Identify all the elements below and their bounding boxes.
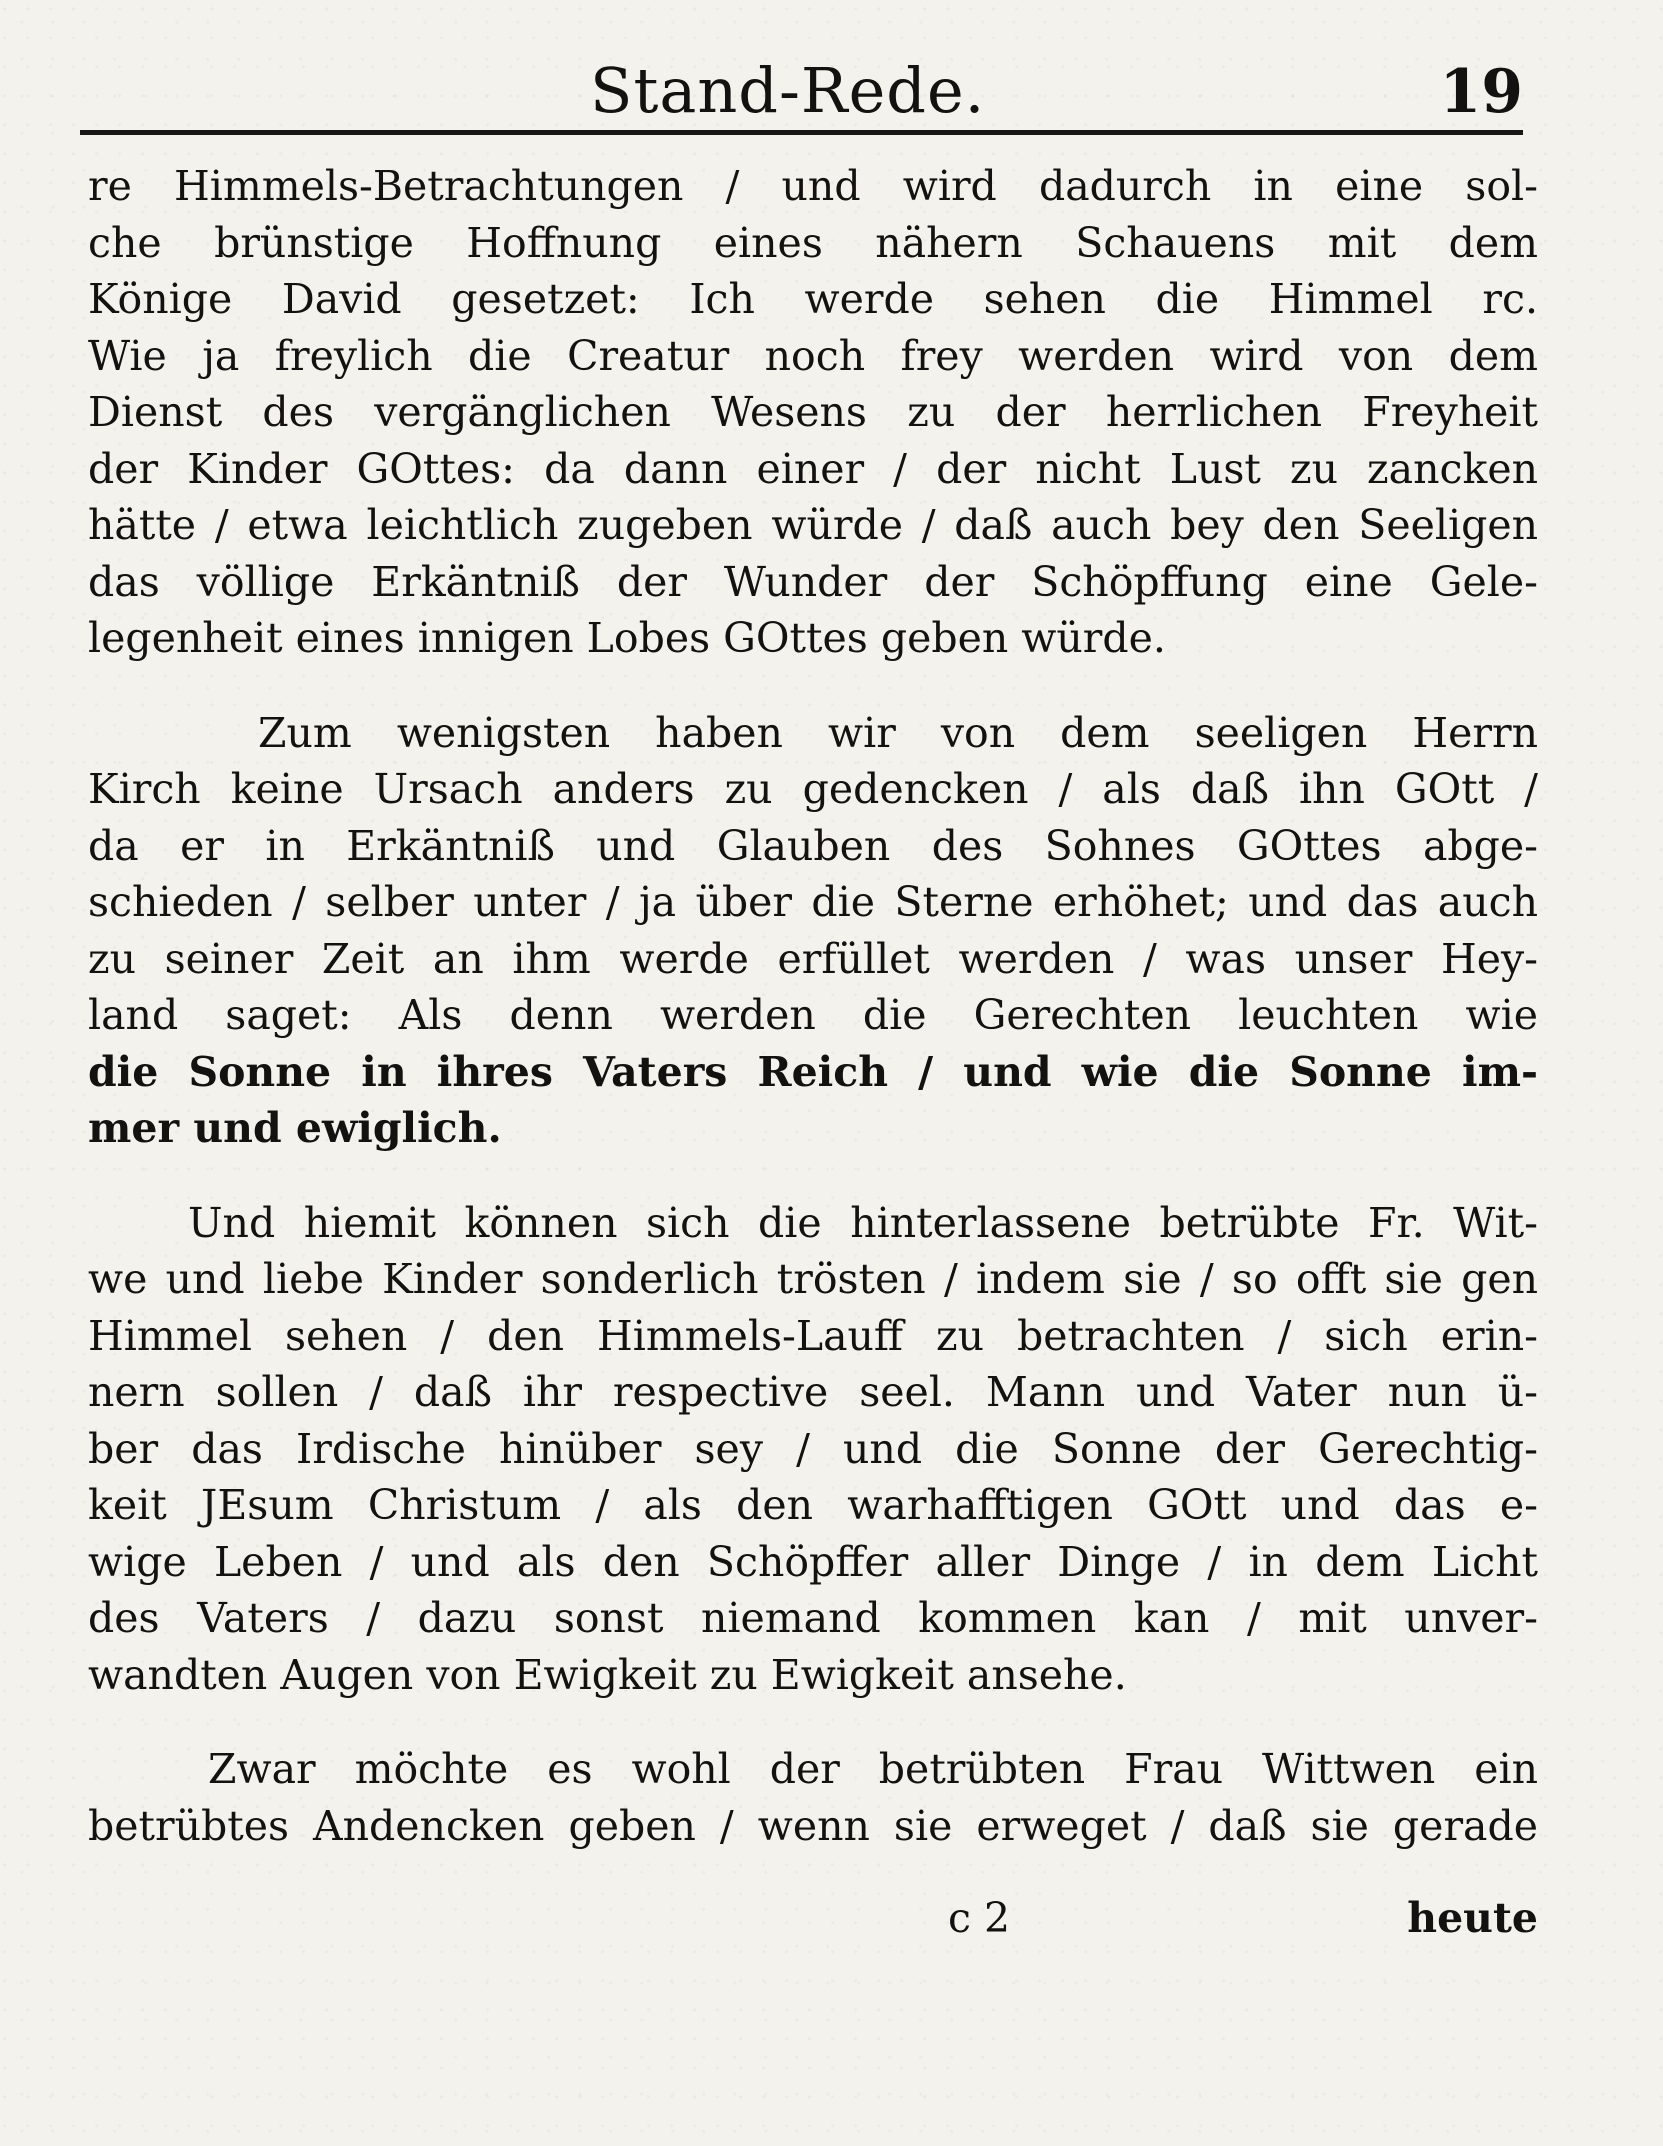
text-line: betrübtes Andencken geben / wenn sie erweget / daß sie gerade bbox=[88, 1801, 1538, 1850]
catchword: heute bbox=[1407, 1894, 1538, 1942]
running-title: Stand-Rede. bbox=[590, 54, 986, 127]
signature-mark: c 2 bbox=[948, 1894, 1011, 1942]
text-line: Himmel sehen / den Himmels-Lauff zu betrachten / sich erin- bbox=[88, 1311, 1538, 1360]
text-line: Kirch keine Ursach anders zu gedencken / als daß ihn GOtt / bbox=[88, 765, 1538, 813]
text-line: land saget: Als denn werden die Gerechten leuchten wie bbox=[88, 991, 1538, 1039]
text-line: der Kinder GOttes: da dann einer / der nicht Lust zu zancken bbox=[88, 444, 1538, 493]
text-line: Zwar möchte es wohl der betrübten Frau Wittwen ein bbox=[208, 1745, 1538, 1793]
text-line: Zum wenigsten haben wir von dem seeligen Herrn bbox=[258, 708, 1538, 757]
paragraph-1 bbox=[88, 158, 1538, 667]
paragraph-3 bbox=[88, 1195, 1538, 1704]
text-line: che brünstige Hoffnung eines nähern Schauens mit dem bbox=[88, 218, 1538, 267]
text-line: nern sollen / daß ihr respective seel. Mann und Vater nun ü- bbox=[88, 1368, 1538, 1416]
text-line: we und liebe Kinder sonderlich trösten / indem sie / so offt sie gen bbox=[88, 1255, 1538, 1303]
text-line: ber das Irdische hinüber sey / und die Sonne der Gerechtig- bbox=[88, 1424, 1538, 1473]
text-line: wige Leben / und als den Schöpffer aller Dinge / in dem Licht bbox=[88, 1537, 1538, 1586]
text-line: des Vaters / dazu sonst niemand kommen kan / mit unver- bbox=[88, 1594, 1538, 1642]
paragraph-4 bbox=[88, 1741, 1538, 1854]
text-line: die Sonne in ihres Vaters Reich / und wie die Sonne im- bbox=[88, 1047, 1538, 1096]
text-line: Und hiemit können sich die hinterlassene betrübte Fr. Wit- bbox=[188, 1198, 1538, 1247]
text-line: re Himmels-Betrachtungen / und wird dadurch in eine sol- bbox=[88, 162, 1538, 210]
text-line: legenheit eines innigen Lobes GOttes geben würde. bbox=[88, 614, 1166, 662]
text-line: mer und ewiglich. bbox=[88, 1104, 502, 1152]
text-line: das völlige Erkäntniß der Wunder der Schöpffung eine Gele- bbox=[88, 557, 1538, 606]
page-number: 19 bbox=[1439, 57, 1523, 127]
text-line: zu seiner Zeit an ihm werde erfüllet werden / was unser Hey- bbox=[88, 934, 1538, 983]
text-line: Dienst des vergänglichen Wesens zu der herrlichen Freyheit bbox=[88, 388, 1538, 436]
paragraph-2 bbox=[88, 705, 1538, 1157]
text-line: da er in Erkäntniß und Glauben des Sohnes GOttes abge- bbox=[88, 821, 1538, 870]
text-line: schieden / selber unter / ja über die Sterne erhöhet; und das auch bbox=[88, 878, 1538, 926]
text-line: hätte / etwa leichtlich zugeben würde / daß auch bey den Seeligen bbox=[88, 501, 1538, 549]
header-rule bbox=[80, 130, 1523, 135]
text-line: wandten Augen von Ewigkeit zu Ewigkeit ansehe. bbox=[88, 1650, 1127, 1699]
body-text bbox=[88, 158, 1538, 1854]
text-line: Wie ja freylich die Creatur noch frey werden wird von dem bbox=[88, 331, 1538, 380]
text-line: keit JEsum Christum / als den warhafftigen GOtt und das e- bbox=[88, 1481, 1538, 1529]
text-line: Könige David gesetzet: Ich werde sehen die Himmel rc. bbox=[88, 275, 1538, 323]
page-header bbox=[90, 40, 1523, 135]
page-footer bbox=[88, 1890, 1538, 1950]
